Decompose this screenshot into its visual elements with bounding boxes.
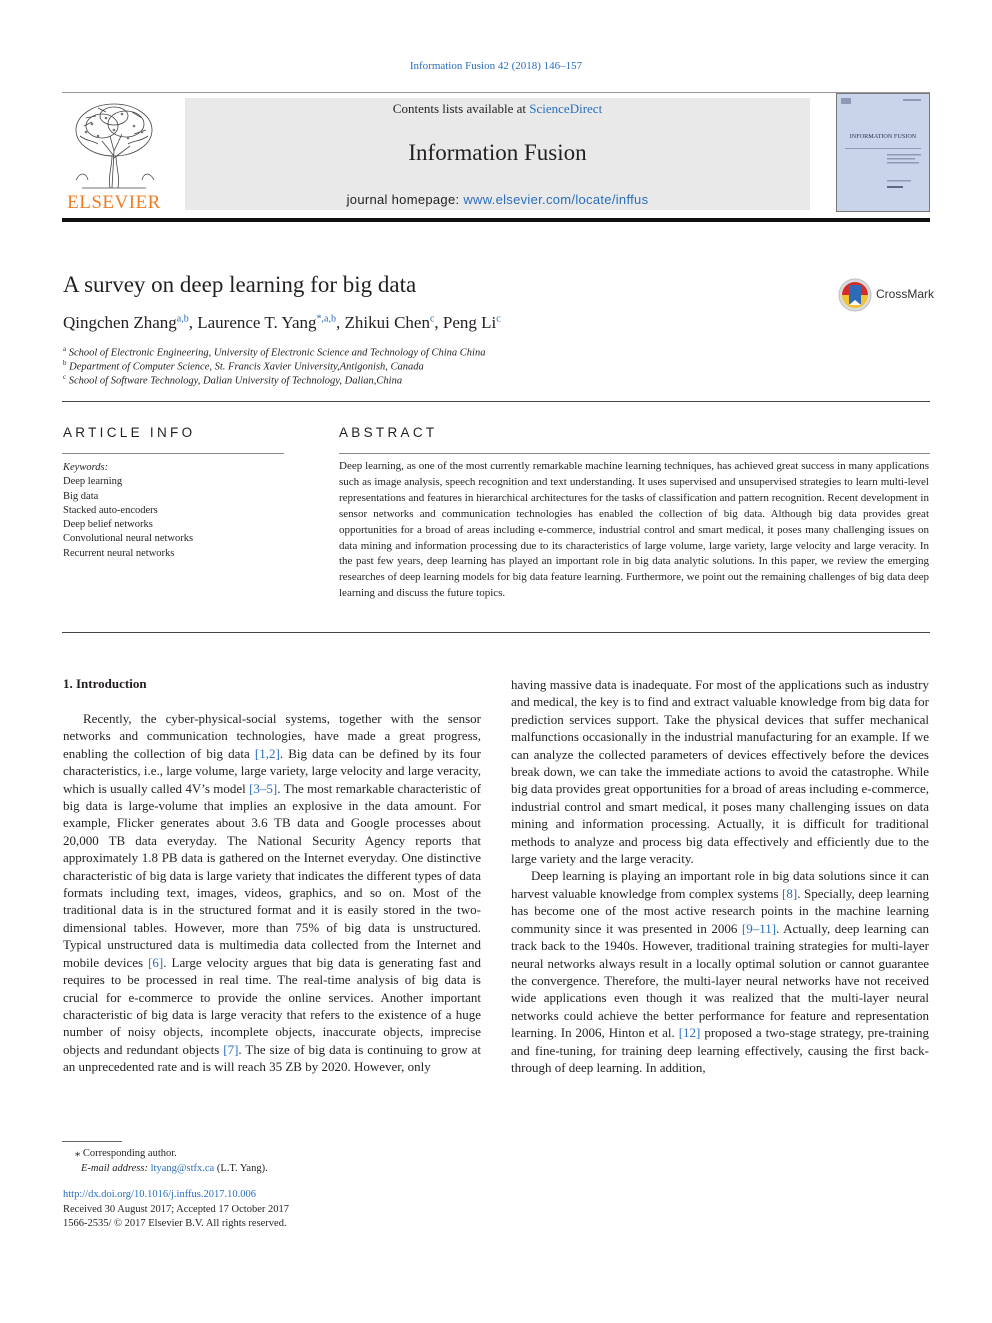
abstract-text: Deep learning, as one of the most currently remarkable machine learning techniques, has achieved great success in many applications such as image analysis, speech recognition and text understanding. It uses supervised and unsupervised strategies to learn multi-level representations and features in hierarchical architectures for the tasks of classification and pattern recognition. Recent development in sensor networks and communication technologies has enabled the collection of big data. Although big data provides great opportunities for a broad of areas including e-commerce, industrial control and smart medical, it poses many challenging issues on data mining and information processing due to its characteristics of large volume, large variety, large velocity and large veracity. In the past few years, deep learning has played an important role in big data analytic solutions. In this paper, we review the emerging researches of deep learning models for big data feature learning. Furthermore, we point out the remaining challenges of big data deep learning and discuss the future topics. <box>339 460 929 600</box>
affiliation <box>63 373 402 387</box>
footnote-mark: ⁎ <box>75 1148 81 1159</box>
body-text: . The size of big data is continuing to grow at an unprecedented rate and is will reach 35 ZB by 2020. However, only <box>63 1041 481 1075</box>
body-text: . Big data can be defined by its four characteristics, i.e., large volume, large variety, large velocity and large veracity, which is usually called 4V’s model <box>63 745 481 796</box>
sciencedirect-link[interactable]: ScienceDirect <box>529 101 603 116</box>
body-text: having massive data is inadequate. For most of the applications such as industry and medical, the key is to find and extract valuable knowledge from big data for prediction services support. Take the physical devices that suffer mechanical malfunctions occasionally in the industrial manufacturing for an example. If we can analyze the collected parameters of devices effectively before the devices break down, we can take the immediate actions to avoid the catastrophe. While big data provides great opportunities for a broad of areas including e-commerce, industrial control and smart medical, it poses many challenging issues on data mining and information processing. Actually, it is difficult for traditional methods to analyze and process big data effectively and efficiently due to the large variety and the large veracity. <box>511 677 930 867</box>
journal-cover-thumbnail[interactable] <box>836 93 930 212</box>
abstract-heading: ABSTRACT <box>339 425 438 440</box>
body-paragraph <box>511 867 929 1076</box>
affiliation-mark: b <box>63 359 67 367</box>
paper-title: A survey on deep learning for big data <box>63 272 417 297</box>
body-text: . Specially, deep learning has become one of the most active research points in the machine learning community since it was presented in 2006 <box>511 885 929 936</box>
left-column <box>63 710 481 1076</box>
journal-cover-image <box>837 94 929 211</box>
cover-title: INFORMATION FUSION <box>849 133 917 140</box>
abstract-bottom-rule <box>62 632 930 633</box>
body-text: . Large velocity argues that big data is generating fast and requires to be processed in real time. The real-time analysis of big data is crucial for e-commerce to provide the online services. Another important characteristic of big data is large veracity that refers to the existence of a huge number of noisy objects, incomplete objects, inaccurate objects, imprecise objects and redundant objects <box>63 954 481 1057</box>
header-bottom-rule <box>62 218 930 222</box>
header-top-rule <box>62 92 930 93</box>
citation-link[interactable]: [6] <box>148 954 164 970</box>
email-label: E-mail address: <box>81 1163 151 1174</box>
journal-title: Information Fusion <box>408 140 587 165</box>
body-text: proposed a two-stage strategy, pre-training and fine-tuning, for training deep learning effectively, causing the first back-through of deep learning. In addition, <box>511 1025 929 1075</box>
author-affiliation-mark[interactable]: a,b <box>176 313 189 325</box>
article-info-heading: ARTICLE INFO <box>63 425 196 440</box>
citation-link[interactable]: [3–5] <box>249 780 278 796</box>
email-suffix: (L.T. Yang). <box>214 1163 268 1174</box>
body-text: Recently, the cyber-physical-social systems, together with the sensor networks and communication technologies, have made a great progress, enabling the collection of big data <box>63 711 481 761</box>
citation-link[interactable]: [1,2] <box>254 745 280 761</box>
author-list: Qingchen Zhang$^{a,b}$, Laurence T. Yang$^{*,a,b}$, Zhikui Chen$^c$, Peng Li$^c$ <box>63 313 501 332</box>
citation-link[interactable]: [12] <box>678 1025 701 1041</box>
author-name[interactable]: Peng Li <box>442 313 497 332</box>
homepage-prefix: journal homepage: <box>346 192 464 207</box>
keyword-item: Recurrent neural networks <box>63 547 175 559</box>
affiliation <box>63 359 424 373</box>
contents-prefix: Contents lists available at <box>392 101 530 116</box>
article-info-rule <box>62 453 284 454</box>
author-affiliation-mark[interactable]: *,a,b <box>316 313 336 325</box>
body-paragraph <box>63 710 481 1076</box>
author-affiliation-mark[interactable]: c <box>429 313 435 325</box>
body-paragraph <box>511 676 929 867</box>
corresponding-author-note <box>63 1146 268 1161</box>
journal-homepage-link[interactable]: www.elsevier.com/locate/inffus <box>463 192 649 207</box>
body-text: . Actually, deep learning can track back to the 1940s. However, traditional training strategies for multi-layer neural networks always result in a locally optimal solution or cannot guarantee the convergence. Therefore, the multi-layer neural networks have not received wide applications even though it was realized that the multi-layer neural networks could achieve the better performance for feature and representation learning. In 2006, Hinton et al. <box>511 920 930 1041</box>
body-text: Deep learning is playing an important role in big data solutions since it can harvest valuable knowledge from complex systems <box>511 868 929 901</box>
author-name[interactable]: Zhikui Chen <box>344 313 430 332</box>
crossmark-icon <box>838 278 872 312</box>
email-note <box>63 1161 268 1176</box>
keyword-item: Big data <box>63 490 99 502</box>
crossmark-badge[interactable] <box>838 278 938 312</box>
citation-link[interactable]: [7] <box>223 1041 239 1057</box>
affiliation-text: Department of Computer Science, St. Francis Xavier University,Antigonish, Canada <box>69 361 424 373</box>
article-metadata <box>63 1188 289 1232</box>
affiliation-mark: a <box>63 345 67 353</box>
journal-masthead <box>185 98 810 210</box>
affiliation-text: School of Electronic Engineering, University of Electronic Science and Technology of China China <box>68 347 486 359</box>
elsevier-logo[interactable] <box>62 96 166 214</box>
right-column <box>511 676 929 1076</box>
journal-reference-link[interactable]: Information Fusion 42 (2018) 146–157 <box>409 60 583 72</box>
keyword-item: Convolutional neural networks <box>63 533 194 545</box>
footnotes <box>63 1146 268 1176</box>
author-affiliation-mark[interactable]: c <box>496 313 501 325</box>
crossmark-label: CrossMark <box>876 287 935 301</box>
email-link[interactable]: ltyang@stfx.ca <box>150 1163 215 1174</box>
abstract-rule <box>339 453 930 454</box>
keywords-label: Keywords: <box>63 462 109 473</box>
affiliation-mark: c <box>63 373 67 381</box>
tree-of-knowledge-icon <box>62 96 166 192</box>
footnote-rule <box>62 1141 122 1142</box>
body-text: . The most remarkable characteristic of big data is large-volume that implies an explosive in the data amount. For example, Flicker generates about 3.6 TB data and Google processes about 20,000 TB data everyday. The National Security Agency reports that approximately 1.8 PB data is gathered on the Internet everyday. One distinctive characteristic of big data is large variety that indicates the different types of data formats including text, images, videos, graphics, and so on. Most of the traditional data is in the structured format and it is easily stored in the two-dimensional tables. However, more than 75% of big data is unstructured. Typical unstructured data is multimedia data collected from the Internet and mobile devices <box>63 780 481 970</box>
keyword-item: Stacked auto-encoders <box>63 504 158 516</box>
contents-availability-line <box>185 101 810 117</box>
keyword-item: Deep belief networks <box>63 519 153 531</box>
journal-homepage-line <box>185 192 810 207</box>
elsevier-wordmark: ELSEVIER <box>67 192 161 213</box>
title-block-rule <box>62 401 930 402</box>
received-dates: Received 30 August 2017; Accepted 17 October 2017 <box>63 1203 289 1215</box>
author-name[interactable]: Laurence T. Yang <box>197 313 317 332</box>
affiliation <box>63 345 485 359</box>
introduction-heading: 1. Introduction <box>63 676 147 691</box>
copyright-line: 1566-2535/ © 2017 Elsevier B.V. All rights reserved. <box>63 1218 287 1229</box>
author-name[interactable]: Qingchen Zhang <box>63 313 177 332</box>
footnote-text: Corresponding author. <box>80 1148 177 1159</box>
doi-link[interactable]: http://dx.doi.org/10.1016/j.inffus.2017.10.006 <box>63 1189 256 1200</box>
citation-link[interactable]: [8] <box>782 885 798 901</box>
keyword-item: Deep learning <box>63 476 123 488</box>
keywords-list <box>63 461 193 561</box>
affiliation-text: School of Software Technology, Dalian University of Technology, Dalian,China <box>68 375 403 387</box>
citation-link[interactable]: [9–11] <box>741 920 777 936</box>
